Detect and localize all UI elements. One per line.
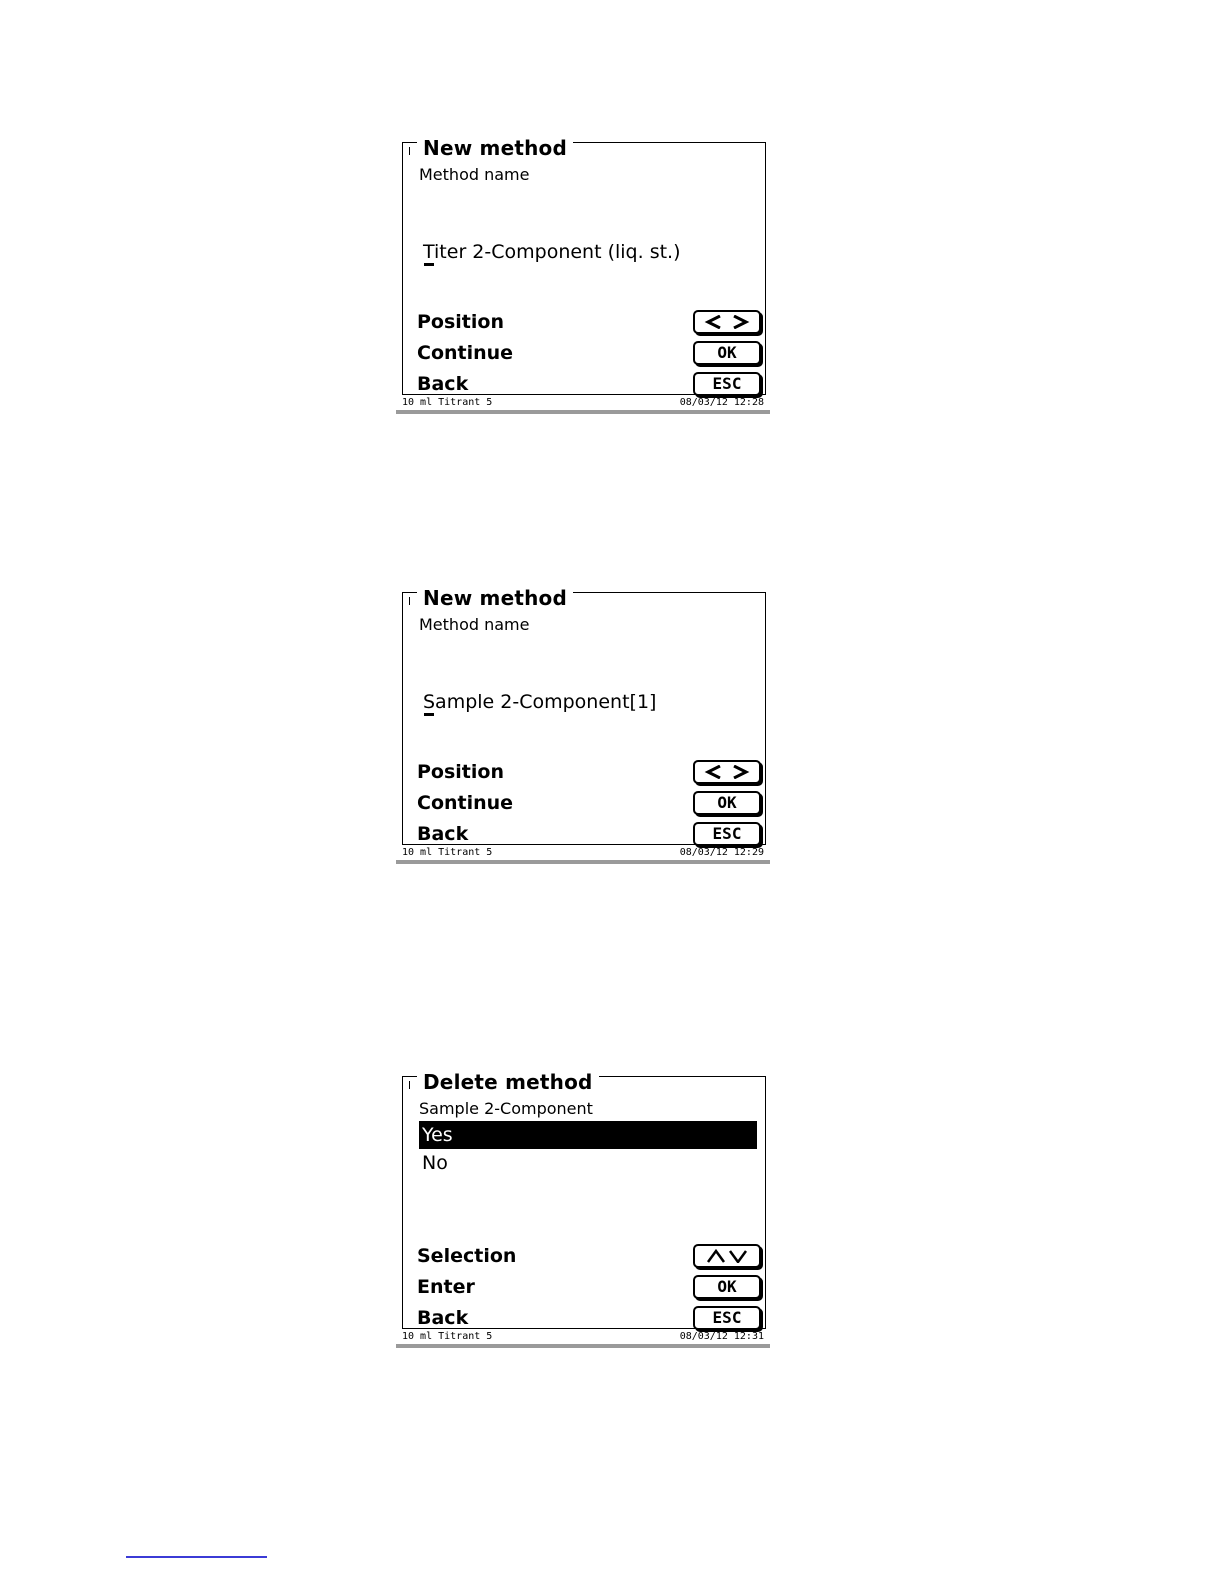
selection-row[interactable] <box>417 1242 761 1270</box>
delete-method-screen <box>396 1070 770 1346</box>
option-yes[interactable]: Yes <box>419 1121 757 1149</box>
bottom-bar <box>396 1344 770 1348</box>
continue-label: Continue <box>417 792 514 814</box>
titrant-status: 10 ml Titrant 5 <box>402 847 493 858</box>
ok-key[interactable]: OK <box>693 1275 761 1299</box>
esc-key[interactable]: ESC <box>693 1306 761 1330</box>
screen-title: Delete method <box>417 1071 599 1093</box>
screen-frame <box>402 586 766 845</box>
method-name-input[interactable]: Sample 2-Component[1] <box>423 691 657 713</box>
left-right-key[interactable] <box>693 310 761 334</box>
position-row[interactable] <box>417 758 761 786</box>
esc-key[interactable]: ESC <box>693 822 761 846</box>
ok-key[interactable]: OK <box>693 341 761 365</box>
status-bar <box>402 844 766 860</box>
left-right-arrows-icon <box>702 765 752 779</box>
screen-subtitle: Method name <box>419 615 530 634</box>
back-label: Back <box>417 823 469 845</box>
screen-title: New method <box>417 137 573 159</box>
screen-frame <box>402 1070 766 1329</box>
bottom-bar <box>396 860 770 864</box>
screen-subtitle: Method name <box>419 165 530 184</box>
bottom-bar <box>396 410 770 414</box>
new-method-screen-2 <box>396 586 770 862</box>
ok-key[interactable]: OK <box>693 791 761 815</box>
status-bar <box>402 394 766 410</box>
date-time: 08/03/12 12:29 <box>679 847 764 858</box>
method-name-input[interactable]: Titer 2-Component (liq. st.) <box>423 241 681 263</box>
new-method-screen-1 <box>396 136 770 412</box>
back-label: Back <box>417 1307 469 1329</box>
esc-key[interactable]: ESC <box>693 372 761 396</box>
date-time: 08/03/12 12:31 <box>679 1331 764 1342</box>
screen-subtitle: Sample 2-Component <box>419 1099 593 1118</box>
status-bar <box>402 1328 766 1344</box>
position-label: Position <box>417 761 504 783</box>
selection-label: Selection <box>417 1245 517 1267</box>
text-cursor <box>424 263 434 266</box>
continue-row[interactable] <box>417 789 761 817</box>
up-down-arrows-icon <box>702 1249 752 1263</box>
continue-label: Continue <box>417 342 514 364</box>
position-row[interactable] <box>417 308 761 336</box>
option-list <box>419 1121 757 1177</box>
enter-row[interactable] <box>417 1273 761 1301</box>
titrant-status: 10 ml Titrant 5 <box>402 1331 493 1342</box>
footnote-separator <box>126 1556 267 1558</box>
up-down-key[interactable] <box>693 1244 761 1268</box>
screen-title: New method <box>417 587 573 609</box>
left-right-arrows-icon <box>702 315 752 329</box>
continue-row[interactable] <box>417 339 761 367</box>
text-cursor <box>424 713 434 716</box>
left-right-key[interactable] <box>693 760 761 784</box>
date-time: 08/03/12 12:28 <box>679 397 764 408</box>
screen-frame <box>402 136 766 395</box>
option-no[interactable]: No <box>422 1152 448 1174</box>
position-label: Position <box>417 311 504 333</box>
back-label: Back <box>417 373 469 395</box>
titrant-status: 10 ml Titrant 5 <box>402 397 493 408</box>
enter-label: Enter <box>417 1276 475 1298</box>
